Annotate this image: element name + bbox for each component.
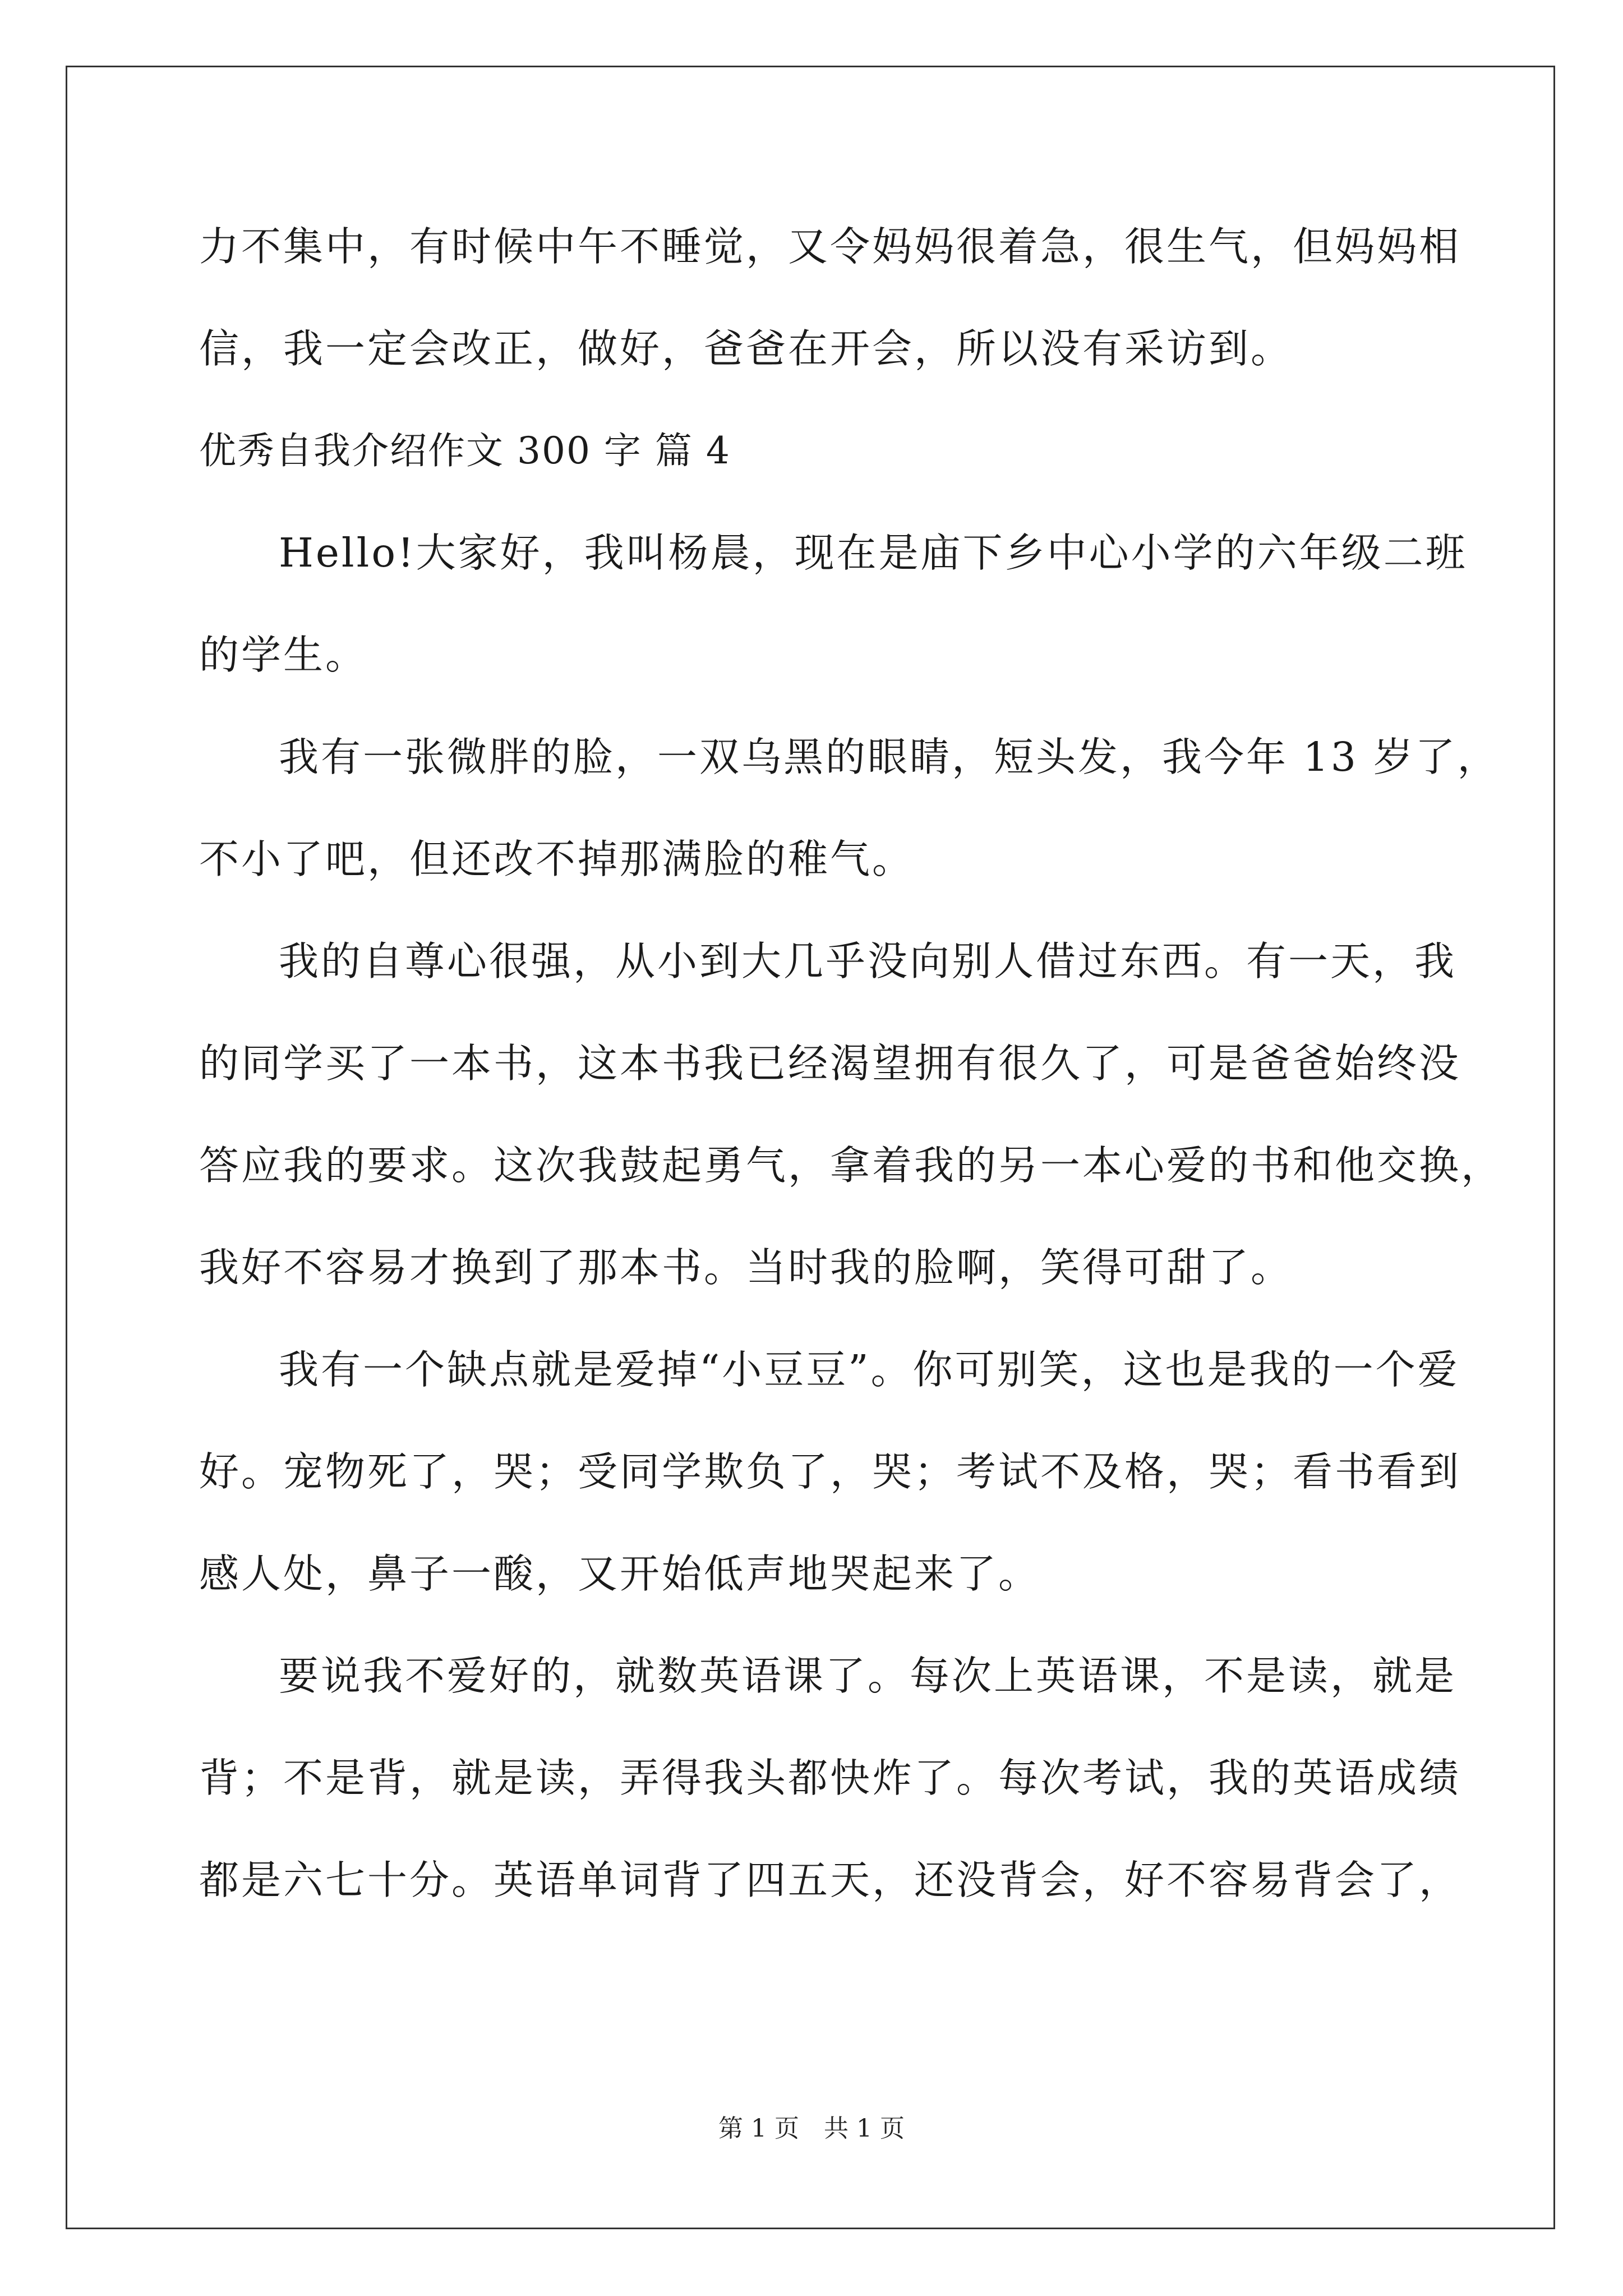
paragraph-first-line: 我的自尊心很强，从小到大几乎没向别人借过东西。有一天，我: [279, 938, 1457, 984]
text-line: 好。宠物死了，哭；受同学欺负了，哭；考试不及格，哭；看书看到: [199, 1448, 1461, 1495]
text-line: 感人处，鼻子一酸，又开始低声地哭起来了。: [199, 1550, 1041, 1597]
text-line: 的同学买了一本书，这本书我已经渴望拥有很久了，可是爸爸始终没: [199, 1040, 1461, 1087]
text-line: 都是六七十分。英语单词背了四五天，还没背会，好不容易背会了，: [199, 1857, 1461, 1903]
page-total: 共 1 页: [824, 2114, 905, 2143]
text-line: 答应我的要求。这次我鼓起勇气，拿着我的另一本心爱的书和他交换，: [199, 1142, 1504, 1189]
text-line: 不小了吧，但还改不掉那满脸的稚气。: [199, 836, 915, 882]
text-line: 背；不是背，就是读，弄得我头都快炸了。每次考试，我的英语成绩: [199, 1755, 1461, 1801]
document-body: [199, 222, 1504, 1957]
text-line: 力不集中，有时候中午不睡觉，又令妈妈很着急，很生气，但妈妈相: [199, 223, 1461, 270]
text-line: 的学生。: [199, 632, 368, 678]
text-line: 信，我一定会改正，做好，爸爸在开会，所以没有采访到。: [199, 325, 1293, 372]
paragraph-first-line: 我有一个缺点就是爱掉“小豆豆”。你可别笑，这也是我的一个爱: [279, 1346, 1460, 1393]
paragraph-first-line: 我有一张微胖的脸，一双乌黑的眼睛，短头发，我今年 13 岁了，: [279, 734, 1500, 780]
page-footer: [0, 2108, 1623, 2144]
section-heading: 优秀自我介绍作文 300 字 篇 4: [199, 429, 731, 472]
paragraph-first-line: Hello!大家好，我叫杨晨，现在是庙下乡中心小学的六年级二班: [279, 530, 1468, 576]
text-line: 我好不容易才换到了那本书。当时我的脸啊，笑得可甜了。: [199, 1244, 1293, 1291]
paragraph-first-line: 要说我不爱好的，就数英语课了。每次上英语课，不是读，就是: [279, 1653, 1457, 1699]
page-number: 第 1 页: [718, 2114, 799, 2143]
